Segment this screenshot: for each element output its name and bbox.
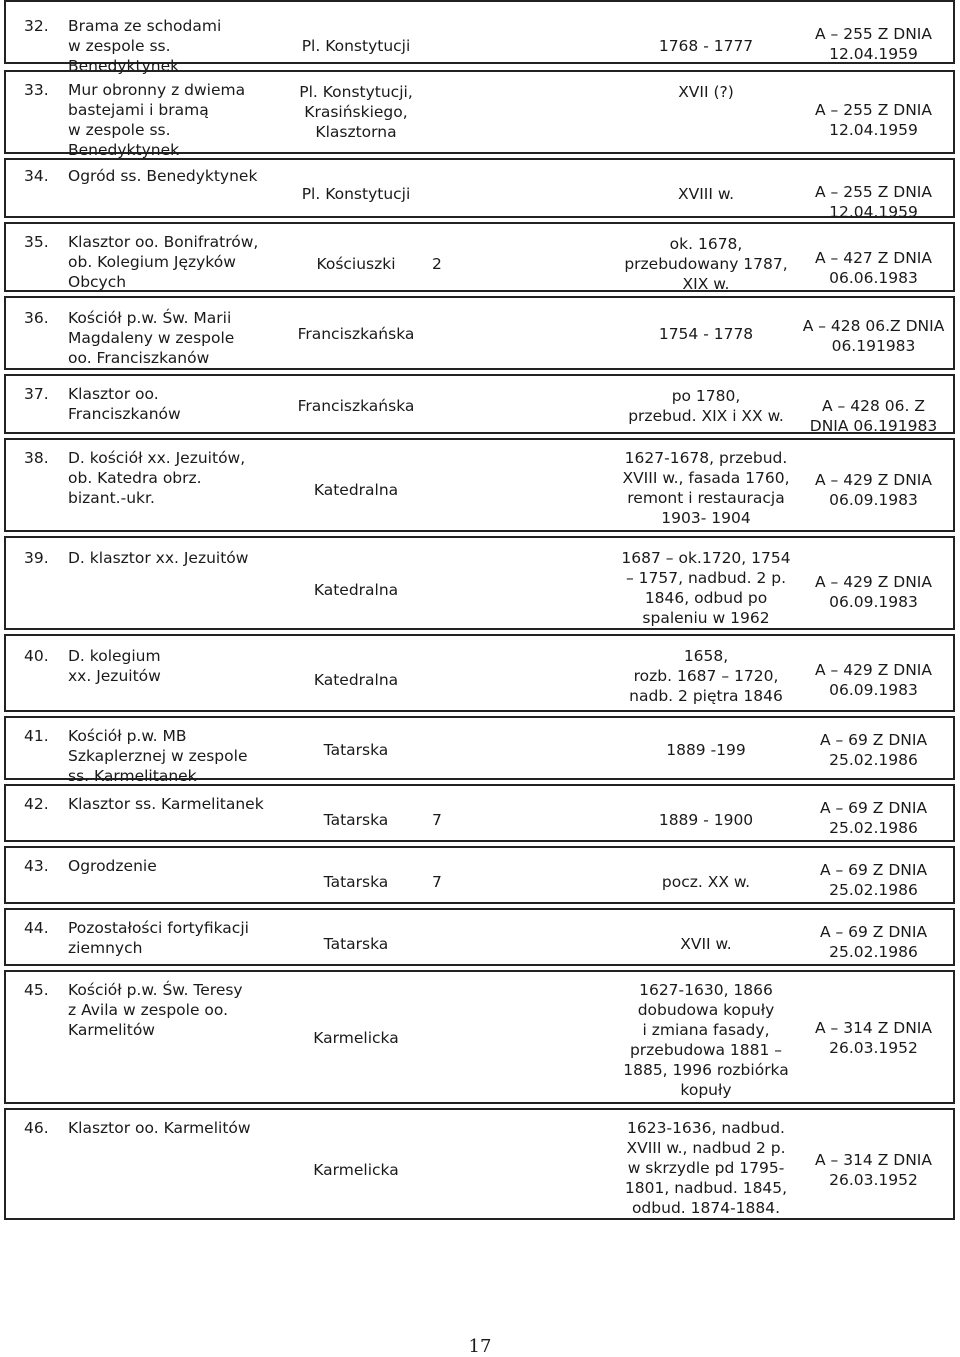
table-row [4,438,955,532]
registry-entry: A – 428 06.Z DNIA 06.191983 [802,317,945,355]
dating: 1623-1636, nadbud. XVIII w., nadbud 2 p. w skrzydle pd 1795- 1801, nadbud. 1845, odbud. 1874-1884. [624,1119,788,1217]
street-address: Katedralna [313,671,399,689]
street-address: Karmelicka [313,1029,399,1047]
house-number: 7 [432,873,442,891]
dating: 1889 -199 [666,741,746,759]
dating: 1768 - 1777 [658,37,754,55]
registry-entry: A – 429 Z DNIA 06.09.1983 [815,661,932,699]
row-number: 42. [24,795,49,813]
monuments-table [4,0,955,1220]
table-row [4,908,955,966]
table-row [4,784,955,842]
object-name: D. klasztor xx. Jezuitów [68,549,249,567]
registry-entry: A – 69 Z DNIA 25.02.1986 [819,923,928,961]
row-number: 41. [24,727,49,745]
street-address: Pl. Konstytucji [301,185,411,203]
house-number: 2 [432,255,442,273]
street-address: Pl. Konstytucji [301,37,411,55]
registry-entry: A – 255 Z DNIA 12.04.1959 [815,183,932,221]
registry-entry: A – 69 Z DNIA 25.02.1986 [819,799,928,837]
registry-entry: A – 427 Z DNIA 06.06.1983 [815,249,932,287]
registry-entry: A – 314 Z DNIA 26.03.1952 [815,1019,932,1057]
dating: XVII (?) [678,83,734,101]
street-address: Tatarska [323,811,389,829]
object-name: Ogrodzenie [68,857,157,875]
row-number: 43. [24,857,49,875]
row-number: 46. [24,1119,49,1137]
dating: XVII w. [680,935,732,953]
object-name: Klasztor oo. Karmelitów [68,1119,251,1137]
dating: po 1780, przebud. XIX i XX w. [628,387,784,425]
house-number: 7 [432,811,442,829]
row-number: 39. [24,549,49,567]
row-number: 37. [24,385,49,403]
row-number: 45. [24,981,49,999]
street-address: Tatarska [323,741,389,759]
row-number: 44. [24,919,49,937]
table-row [4,634,955,712]
table-row [4,158,955,221]
table-row [4,970,955,1104]
object-name: Kościół p.w. Św. Teresy z Avila w zespole oo. Karmelitów [68,981,243,1039]
row-number: 35. [24,233,49,251]
dating: pocz. XX w. [661,873,751,891]
street-address: Tatarska [323,873,389,891]
table-row [4,374,955,434]
street-address: Karmelicka [313,1161,399,1179]
street-address: Katedralna [313,481,399,499]
dating: 1754 - 1778 [658,325,754,343]
dating: ok. 1678, przebudowany 1787, XIX w. [624,235,788,293]
registry-entry: A – 69 Z DNIA 25.02.1986 [819,861,928,899]
registry-entry: A – 429 Z DNIA 06.09.1983 [815,471,932,509]
table-row [4,296,955,370]
dating: 1889 - 1900 [658,811,754,829]
street-address: Katedralna [313,581,399,599]
dating: 1687 – ok.1720, 1754 – 1757, nadbud. 2 p. 1846, odbud po spaleniu w 1962 [621,549,791,627]
registry-entry: A – 255 Z DNIA 12.04.1959 [815,101,932,139]
page-number: 17 [468,1336,492,1357]
dating: 1658, rozb. 1687 – 1720, nadb. 2 piętra 1846 [629,647,783,705]
object-name: Brama ze schodami w zespole ss. Benedyktynek [68,17,222,75]
row-number: 33. [24,81,49,99]
dating: 1627-1630, 1866 dobudowa kopuły i zmiana fasady, przebudowa 1881 – 1885, 1996 rozbiórka kopuły [623,981,789,1099]
object-name: Mur obronny z dwiema bastejami i bramą w zespole ss. Benedyktynek [68,81,246,159]
table-row [4,536,955,630]
street-address: Pl. Konstytucji, Krasińskiego, Klasztorna [299,83,413,141]
row-number: 34. [24,167,49,185]
table-row [4,1108,955,1220]
registry-entry: A – 429 Z DNIA 06.09.1983 [815,573,932,611]
street-address: Franciszkańska [297,397,415,415]
table-row [4,0,955,75]
table-row [4,70,955,159]
table-row [4,716,955,785]
dating: XVIII w. [677,185,735,203]
registry-entry: A – 428 06. Z DNIA 06.191983 [809,397,938,435]
object-name: Klasztor ss. Karmelitanek [68,795,264,813]
row-number: 38. [24,449,49,467]
street-address: Kościuszki [316,255,396,273]
object-name: Klasztor oo. Bonifratrów, ob. Kolegium Języków Obcych [68,233,259,291]
object-name: Pozostałości fortyfikacji ziemnych [68,919,249,957]
object-name: D. kościół xx. Jezuitów, ob. Katedra obrz. bizant.-ukr. [68,449,246,507]
object-name: Kościół p.w. MB Szkaplerznej w zespole ss. Karmelitanek [68,727,248,785]
table-row [4,846,955,904]
registry-entry: A – 314 Z DNIA 26.03.1952 [815,1151,932,1189]
row-number: 32. [24,17,49,35]
row-number: 40. [24,647,49,665]
object-name: Kościół p.w. Św. Marii Magdaleny w zespole oo. Franciszkanów [68,309,235,367]
street-address: Franciszkańska [297,325,415,343]
table-row [4,222,955,292]
street-address: Tatarska [323,935,389,953]
object-name: Ogród ss. Benedyktynek [68,167,258,185]
registry-entry: A – 255 Z DNIA 12.04.1959 [815,25,932,63]
dating: 1627-1678, przebud. XVIII w., fasada 1760, remont i restauracja 1903- 1904 [622,449,790,527]
object-name: Klasztor oo. Franciszkanów [68,385,181,423]
row-number: 36. [24,309,49,327]
object-name: D. kolegium xx. Jezuitów [68,647,161,685]
registry-entry: A – 69 Z DNIA 25.02.1986 [819,731,928,769]
